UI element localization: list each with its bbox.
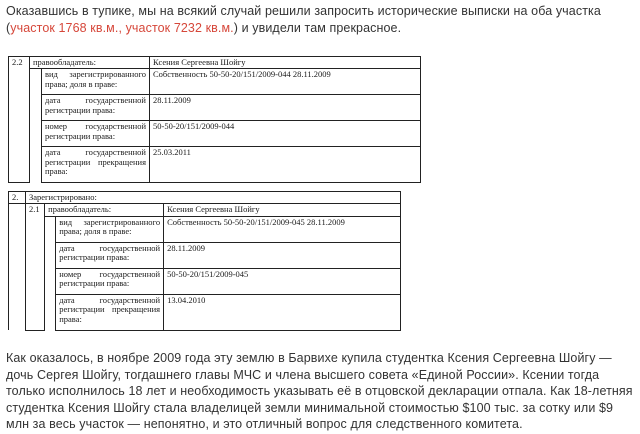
termination-date-label: дата государственной регистрации прекращения права: — [56, 294, 164, 330]
reg-number-value: 50-50-20/151/2009-044 — [150, 121, 421, 147]
right-type-label: вид зарегистрированного права; доля в праве: — [42, 69, 150, 95]
reg-date-value: 28.11.2009 — [150, 95, 421, 121]
termination-date-value: 25.03.2011 — [150, 147, 421, 183]
termination-date-label: дата государственной регистрации прекращения права: — [42, 147, 150, 183]
section-number: 2. — [9, 192, 26, 204]
reg-number-label: номер государственной регистрации права: — [56, 268, 164, 294]
holder-label: правообладатель: — [30, 57, 150, 69]
plots-link[interactable]: участок 1768 кв.м., участок 7232 кв.м. — [10, 20, 234, 35]
extract-table-2 — [8, 191, 401, 331]
reg-number-label: номер государственной регистрации права: — [42, 121, 150, 147]
holder-value: Ксения Сергеевна Шойгу — [150, 57, 421, 69]
intro-paragraph — [6, 3, 634, 36]
right-type-value: Собственность 50-50-20/151/2009-044 28.11.2009 — [150, 69, 421, 95]
reg-date-value: 28.11.2009 — [164, 242, 401, 268]
holder-label: правообладатель: — [45, 204, 164, 216]
intro-text-after: ) и увидели там прекрасное. — [233, 20, 402, 35]
reg-date-label: дата государственной регистрации права: — [42, 95, 150, 121]
termination-date-value: 13.04.2010 — [164, 294, 401, 330]
right-type-label: вид зарегистрированного права; доля в праве: — [56, 216, 164, 242]
indent-cell — [45, 216, 56, 330]
extract-document-2 — [8, 191, 401, 331]
entry-number: 2.1 — [26, 204, 45, 330]
extract-document-1 — [8, 56, 421, 183]
outro-paragraph: Как оказалось, в ноябре 2009 года эту землю в Барвихе купила студентка Ксения Сергеевна Шойгу — дочь Сергея Шойгу, тогдашнего главы МЧС и члена высшего совета «Единой России». Ксении тогда только исполнилось 18 лет и необходимость указывать её в отцовской декларации отпала. Как 18-летняя студентка Ксения Шойгу стала владелицей земли минимальной стоимостью $100 тыс. за сотку или $9 млн за весь участок — непонятно, и это отличный вопрос для следственного комитета. — [6, 351, 633, 431]
reg-date-label: дата государственной регистрации права: — [56, 242, 164, 268]
section-label: Зарегистрировано: — [26, 192, 401, 204]
intro-text-before: Оказавшись в тупике, мы на всякий случай решили запросить исторические выписки на оба участка ( — [6, 4, 601, 35]
indent-cell — [30, 69, 42, 183]
extract-table-1 — [8, 56, 421, 183]
reg-number-value: 50-50-20/151/2009-045 — [164, 268, 401, 294]
entry-number: 2.2 — [9, 57, 30, 183]
holder-value: Ксения Сергеевна Шойгу — [164, 204, 401, 216]
section-indent — [9, 204, 26, 330]
right-type-value: Собственность 50-50-20/151/2009-045 28.11.2009 — [164, 216, 401, 242]
